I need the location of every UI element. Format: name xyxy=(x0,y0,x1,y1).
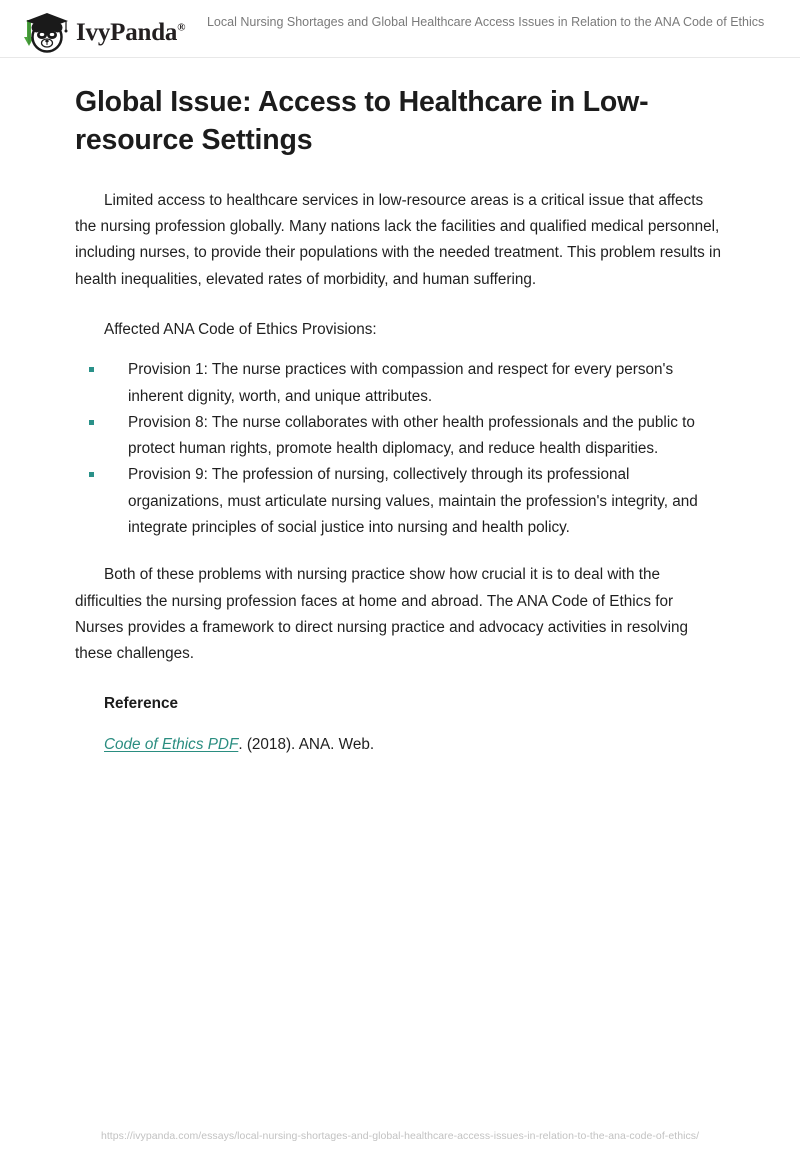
reference-entry xyxy=(75,732,722,758)
reference-heading: Reference xyxy=(104,694,178,712)
running-header-title: Local Nursing Shortages and Global Healthcare Access Issues in Relation to the ANA Code of Ethics xyxy=(206,15,765,29)
list-item: Provision 9: The profession of nursing, collectively through its professional organizations, must articulate nursing values, maintain the profession's integrity, and integrate principles of social justice into nursing and health policy. xyxy=(75,462,722,541)
provisions-list xyxy=(75,357,722,541)
brand-name-text: IvyPanda xyxy=(76,18,178,46)
reference-citation-rest: . (2018). ANA. Web. xyxy=(238,735,375,753)
conclusion-paragraph: Both of these problems with nursing practice show how crucial it is to deal with the difficulties the nursing profession faces at home and abroad. The ANA Code of Ethics for Nurses provides a framework to direct nursing practice and advocacy activities in resolving these challenges. xyxy=(75,566,688,663)
reference-link[interactable]: Code of Ethics PDF xyxy=(104,735,239,753)
intro-paragraph: Limited access to healthcare services in low-resource areas is a critical issue that affects the nursing profession globally. Many nations lack the facilities and qualified medical personnel, including nurses, to provide their populations with the needed treatment. This problem results in health inequalities, elevated rates of morbidity, and human suffering. xyxy=(75,191,721,288)
registered-trademark-icon: ® xyxy=(177,21,186,34)
brand-logo[interactable] xyxy=(0,0,185,56)
page-title: Global Issue: Access to Healthcare in Low-resource Settings xyxy=(75,86,649,156)
footer-source-url[interactable]: https://ivypanda.com/essays/local-nursing-shortages-and-global-healthcare-access-issues-in-relation-to-the-ana-code-of-ethics/ xyxy=(100,1130,700,1142)
document-body xyxy=(0,84,800,758)
list-item: Provision 8: The nurse collaborates with other health professionals and the public to protect human rights, promote health diplomacy, and reduce health disparities. xyxy=(75,410,722,463)
page-footer xyxy=(0,1126,800,1144)
provisions-intro-paragraph: Affected ANA Code of Ethics Provisions: xyxy=(104,320,377,338)
panda-graduate-logo-icon xyxy=(16,6,70,56)
page-header xyxy=(0,0,800,58)
brand-wordmark xyxy=(76,20,185,45)
list-item: Provision 1: The nurse practices with compassion and respect for every person's inherent dignity, worth, and unique attributes. xyxy=(75,357,722,410)
